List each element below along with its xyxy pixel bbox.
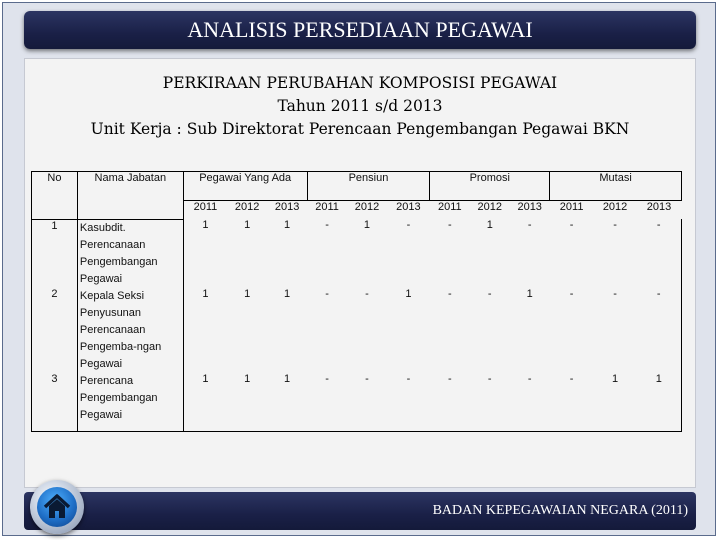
- cell-value: -: [470, 373, 510, 432]
- cell-value: -: [387, 373, 430, 432]
- cell-value: 1: [405, 287, 412, 300]
- year-header: 2011: [438, 201, 462, 213]
- home-button[interactable]: [30, 480, 84, 534]
- cell-value: -: [487, 287, 492, 300]
- year-header: 2013: [396, 201, 421, 213]
- cell-value: -: [325, 219, 329, 231]
- home-button-face: [37, 487, 77, 527]
- header-pensiun: Pensiun: [307, 172, 430, 201]
- cell-value: -: [527, 219, 532, 231]
- cell-value: -: [447, 219, 452, 231]
- table-row: [32, 288, 682, 373]
- year-header: 2013: [646, 201, 672, 213]
- cell-value: 1: [526, 287, 533, 300]
- cell-value: -: [637, 288, 682, 373]
- cell-value: 1: [244, 287, 251, 300]
- cell-value: 1: [183, 219, 227, 288]
- header-nama-jabatan: Nama Jabatan: [77, 172, 183, 220]
- content-panel: [24, 58, 696, 488]
- header-pegawai-yang-ada: Pegawai Yang Ada: [183, 172, 307, 201]
- cell-value: -: [307, 373, 347, 432]
- cell-value: -: [569, 287, 574, 300]
- cell-value: -: [510, 373, 550, 432]
- cell-value: 1: [284, 287, 291, 300]
- cell-value: 1: [486, 219, 493, 231]
- row-jabatan: Kepala Seksi Penyusunan Perencanaan Pengemba-ngan Pegawai: [77, 288, 183, 373]
- header-mutasi: Mutasi: [550, 172, 682, 201]
- year-header: 2011: [315, 201, 339, 213]
- cell-value: -: [447, 287, 452, 300]
- row-number: 3: [32, 373, 78, 432]
- heading-line-2: Tahun 2011 s/d 2013: [277, 97, 443, 115]
- cell-value: -: [637, 219, 682, 288]
- row-jabatan: Kasubdit. Perencanaan Pengembangan Pegawai: [77, 219, 183, 288]
- year-header: 2013: [517, 201, 542, 213]
- header-promosi: Promosi: [430, 172, 550, 201]
- year-header: 2011: [559, 201, 584, 213]
- cell-value: -: [325, 287, 329, 300]
- cell-value: -: [613, 287, 617, 300]
- cell-value: 1: [227, 373, 267, 432]
- header-no: No: [32, 172, 78, 220]
- cell-value: 1: [594, 373, 637, 432]
- cell-value: 1: [267, 373, 307, 432]
- cell-value: -: [365, 287, 369, 300]
- year-header: 2011: [193, 201, 218, 213]
- cell-value: -: [569, 219, 574, 231]
- year-header: 2013: [274, 201, 300, 213]
- row-number: 2: [32, 288, 78, 373]
- footer-bar: [24, 492, 696, 530]
- row-jabatan: Perencana Pengembangan Pegawai: [77, 373, 183, 432]
- year-header: 2012: [602, 201, 628, 213]
- cell-value: -: [406, 219, 411, 231]
- cell-value: 1: [183, 288, 227, 373]
- footer-text: BADAN KEPEGAWAIAN NEGARA (2011): [432, 503, 688, 518]
- cell-value: 1: [284, 219, 291, 231]
- slide-title: ANALISIS PERSEDIAAN PEGAWAI: [24, 11, 696, 49]
- year-header: 2012: [234, 201, 260, 213]
- cell-value: -: [430, 373, 470, 432]
- cell-value: 1: [183, 373, 227, 432]
- heading-line-3: Unit Kerja : Sub Direktorat Perencaan Pengembangan Pegawai BKN: [90, 120, 630, 138]
- cell-value: 1: [637, 373, 682, 432]
- composition-table: [31, 171, 682, 432]
- year-header: 2012: [477, 201, 502, 213]
- cell-value: 1: [244, 219, 251, 231]
- cell-value: -: [613, 219, 617, 231]
- cell-value: -: [550, 373, 594, 432]
- row-number: 1: [32, 219, 78, 288]
- table-row: [32, 219, 682, 288]
- cell-value: 1: [363, 219, 371, 231]
- cell-value: -: [347, 373, 387, 432]
- table-row: [32, 373, 682, 432]
- home-icon: [37, 487, 77, 527]
- heading-line-1: PERKIRAAN PERUBAHAN KOMPOSISI PEGAWAI: [162, 74, 558, 92]
- year-header: 2012: [354, 201, 380, 213]
